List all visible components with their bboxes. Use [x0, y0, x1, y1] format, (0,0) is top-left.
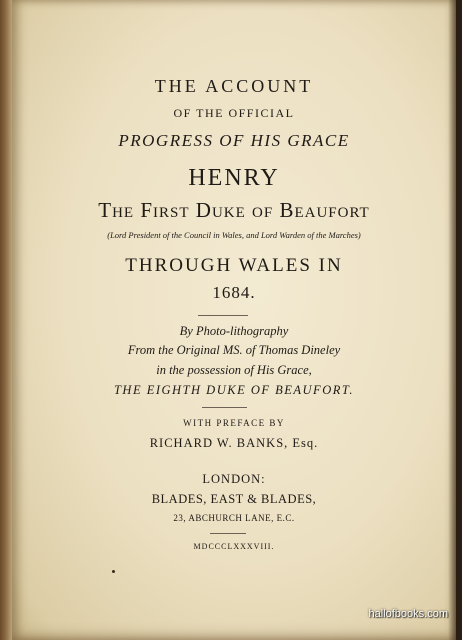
- divider-rule: [202, 407, 247, 408]
- text-with-preface: WITH PREFACE BY: [183, 418, 285, 428]
- heading-year: 1684.: [212, 283, 256, 302]
- text-eighth-duke: THE EIGHTH DUKE OF BEAUFORT.: [113, 383, 355, 397]
- heading-first-duke: The First Duke of Beaufort: [98, 198, 370, 222]
- title-page: [12, 0, 456, 640]
- text-possession: in the possession of His Grace,: [156, 363, 312, 377]
- heading-progress: PROGRESS OF HIS GRACE: [118, 131, 350, 150]
- text-address: 23, ABCHURCH LANE, E.C.: [173, 513, 295, 523]
- text-author: RICHARD W. BANKS, Esq.: [149, 436, 319, 450]
- paper-speck: [112, 570, 115, 573]
- text-photo-lithography: By Photo-lithography: [179, 324, 289, 338]
- watermark-text: hallofbooks.com: [368, 608, 448, 620]
- heading-of-the-official: OF THE OFFICIAL: [173, 106, 295, 120]
- subtitle-lord-president: (Lord President of the Council in Wales, and Lord Warden of the Marches): [107, 230, 361, 240]
- text-publisher: BLADES, EAST & BLADES,: [151, 492, 317, 506]
- divider-rule: [198, 315, 248, 316]
- heading-the-account: THE ACCOUNT: [154, 76, 314, 96]
- heading-henry: HENRY: [188, 165, 280, 191]
- text-london: LONDON:: [202, 472, 266, 486]
- heading-through-wales: THROUGH WALES IN: [125, 255, 343, 276]
- text-year-roman: MDCCCLXXXVIII.: [193, 542, 275, 551]
- text-original-ms: From the Original MS. of Thomas Dineley: [127, 343, 341, 357]
- divider-rule: [210, 533, 246, 534]
